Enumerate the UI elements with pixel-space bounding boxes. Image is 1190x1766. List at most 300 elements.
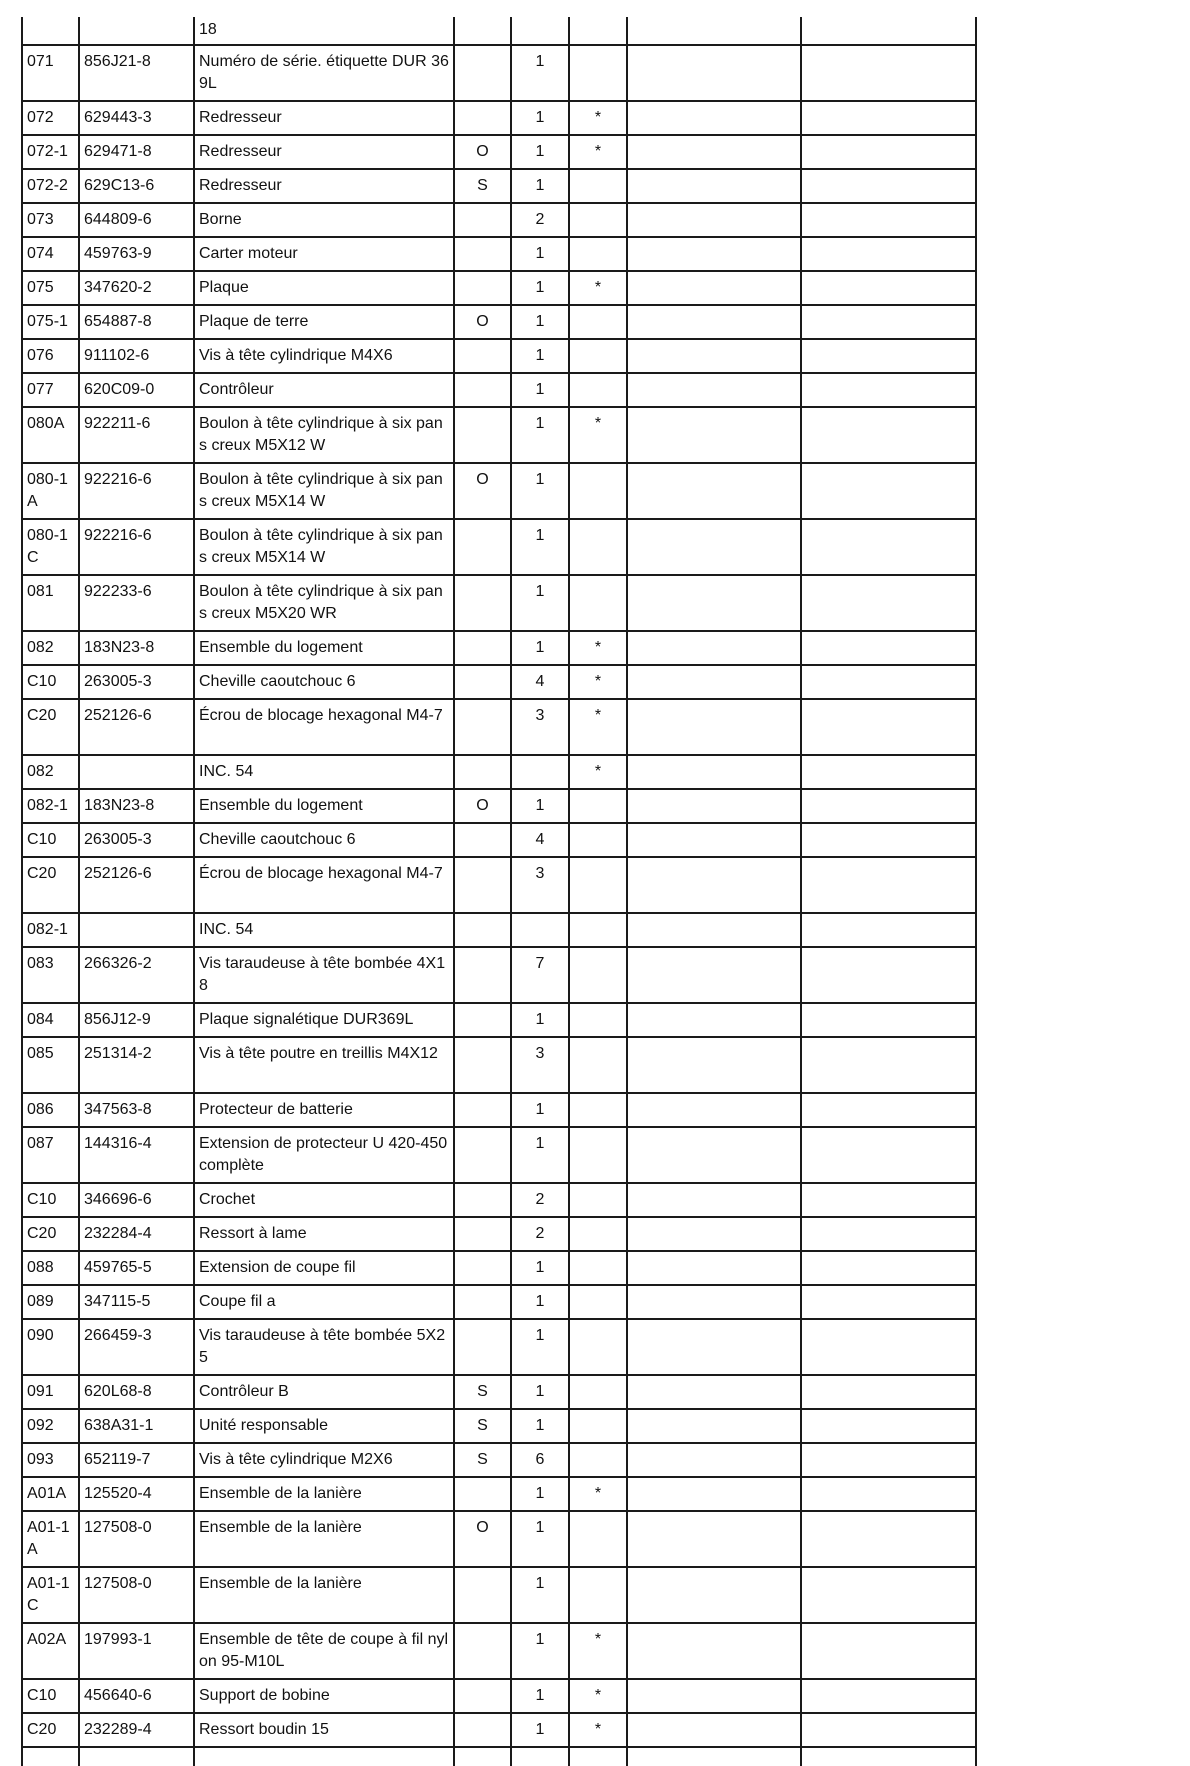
table-row [22,203,976,237]
description-cell: Extension de protecteur U 420-450 complète [194,1127,454,1183]
ref-cell: 077 [22,373,79,407]
blank-cell-1 [627,1679,801,1713]
marker-cell [569,1443,627,1477]
description-cell: Ensemble de la lanière [194,1567,454,1623]
ref-cell: 071 [22,45,79,101]
marker-cell [569,1127,627,1183]
note-cell: O [454,1511,511,1567]
table-row [22,135,976,169]
quantity-cell: 1 [511,373,569,407]
note-cell [454,1285,511,1319]
quantity-cell: 1 [511,631,569,665]
blank-cell-1 [627,45,801,101]
description-cell [194,1747,454,1766]
part-number-cell: 252126-6 [79,857,194,913]
blank-cell-2 [801,665,976,699]
quantity-cell: 1 [511,135,569,169]
ref-cell: 087 [22,1127,79,1183]
part-number-cell: 251314-2 [79,1037,194,1093]
blank-cell-2 [801,463,976,519]
quantity-cell: 1 [511,1285,569,1319]
quantity-cell: 1 [511,1623,569,1679]
note-cell: S [454,169,511,203]
blank-cell-1 [627,17,801,45]
table-row [22,339,976,373]
parts-table-body [22,17,976,1766]
quantity-cell: 1 [511,1375,569,1409]
marker-cell [569,237,627,271]
blank-cell-2 [801,1679,976,1713]
quantity-cell: 7 [511,947,569,1003]
description-cell: Vis taraudeuse à tête bombée 5X25 [194,1319,454,1375]
blank-cell-2 [801,45,976,101]
note-cell: S [454,1375,511,1409]
quantity-cell: 1 [511,1511,569,1567]
quantity-cell: 1 [511,575,569,631]
blank-cell-1 [627,1623,801,1679]
blank-cell-2 [801,913,976,947]
blank-cell-1 [627,1003,801,1037]
blank-cell-2 [801,169,976,203]
description-cell: Carter moteur [194,237,454,271]
blank-cell-1 [627,339,801,373]
part-number-cell: 856J21-8 [79,45,194,101]
note-cell [454,857,511,913]
part-number-cell: 629443-3 [79,101,194,135]
blank-cell-1 [627,1217,801,1251]
table-row [22,1183,976,1217]
note-cell [454,575,511,631]
part-number-cell: 654887-8 [79,305,194,339]
quantity-cell: 1 [511,339,569,373]
marker-cell [569,169,627,203]
ref-cell: 082-1 [22,789,79,823]
blank-cell-2 [801,1375,976,1409]
table-row [22,1443,976,1477]
quantity-cell: 2 [511,1183,569,1217]
description-cell: Crochet [194,1183,454,1217]
table-row [22,665,976,699]
note-cell [454,45,511,101]
blank-cell-2 [801,1183,976,1217]
blank-cell-1 [627,1285,801,1319]
marker-cell [569,1747,627,1766]
marker-cell [569,575,627,631]
quantity-cell: 1 [511,1679,569,1713]
ref-cell: 080A [22,407,79,463]
ref-cell: 092 [22,1409,79,1443]
part-number-cell [79,913,194,947]
table-row [22,463,976,519]
marker-cell [569,1037,627,1093]
marker-cell: * [569,135,627,169]
blank-cell-1 [627,1037,801,1093]
marker-cell [569,203,627,237]
blank-cell-2 [801,1037,976,1093]
blank-cell-1 [627,101,801,135]
part-number-cell: 638A31-1 [79,1409,194,1443]
ref-cell: C20 [22,699,79,755]
description-cell: Ensemble du logement [194,631,454,665]
blank-cell-1 [627,305,801,339]
ref-cell: C10 [22,1183,79,1217]
table-row [22,373,976,407]
description-cell: Support de bobine [194,1679,454,1713]
part-number-cell: 347115-5 [79,1285,194,1319]
part-number-cell [79,755,194,789]
description-cell: Écrou de blocage hexagonal M4-7 [194,857,454,913]
marker-cell [569,1003,627,1037]
marker-cell: * [569,665,627,699]
marker-cell: * [569,755,627,789]
table-row [22,519,976,575]
part-number-cell: 652119-7 [79,1443,194,1477]
note-cell [454,271,511,305]
blank-cell-1 [627,1567,801,1623]
note-cell [454,1567,511,1623]
ref-cell: 075 [22,271,79,305]
table-row [22,1623,976,1679]
blank-cell-2 [801,373,976,407]
blank-cell-1 [627,857,801,913]
description-cell: Plaque de terre [194,305,454,339]
part-number-cell [79,1747,194,1766]
table-row [22,575,976,631]
note-cell [454,203,511,237]
blank-cell-2 [801,305,976,339]
description-cell: Contrôleur [194,373,454,407]
description-cell: Ressort boudin 15 [194,1713,454,1747]
note-cell [454,1713,511,1747]
part-number-cell: 346696-6 [79,1183,194,1217]
ref-cell: 093 [22,1443,79,1477]
blank-cell-2 [801,101,976,135]
ref-cell: 082 [22,755,79,789]
blank-cell-1 [627,463,801,519]
quantity-cell: 1 [511,1251,569,1285]
note-cell [454,1319,511,1375]
blank-cell-1 [627,1747,801,1766]
note-cell [454,1093,511,1127]
note-cell: S [454,1443,511,1477]
blank-cell-1 [627,699,801,755]
ref-cell: C20 [22,1217,79,1251]
marker-cell [569,1285,627,1319]
part-number-cell: 125520-4 [79,1477,194,1511]
table-row [22,1319,976,1375]
ref-cell: A01A [22,1477,79,1511]
quantity-cell: 3 [511,857,569,913]
marker-cell [569,1375,627,1409]
ref-cell: 086 [22,1093,79,1127]
blank-cell-2 [801,237,976,271]
ref-cell: C20 [22,857,79,913]
blank-cell-2 [801,1477,976,1511]
table-row [22,305,976,339]
part-number-cell: 183N23-8 [79,631,194,665]
part-number-cell: 127508-0 [79,1567,194,1623]
table-row [22,1093,976,1127]
ref-cell: 084 [22,1003,79,1037]
part-number-cell: 263005-3 [79,665,194,699]
ref-cell: A01-1C [22,1567,79,1623]
note-cell [454,101,511,135]
ref-cell: 089 [22,1285,79,1319]
blank-cell-1 [627,575,801,631]
blank-cell-2 [801,1319,976,1375]
table-row [22,699,976,755]
blank-cell-2 [801,203,976,237]
quantity-cell: 6 [511,1443,569,1477]
part-number-cell: 232289-4 [79,1713,194,1747]
ref-cell: 080-1C [22,519,79,575]
part-number-cell: 856J12-9 [79,1003,194,1037]
marker-cell [569,913,627,947]
blank-cell-1 [627,519,801,575]
marker-cell [569,947,627,1003]
blank-cell-1 [627,665,801,699]
quantity-cell: 1 [511,1319,569,1375]
marker-cell: * [569,1679,627,1713]
marker-cell [569,789,627,823]
description-cell: Redresseur [194,135,454,169]
description-cell: Vis à tête cylindrique M2X6 [194,1443,454,1477]
description-cell: Cheville caoutchouc 6 [194,823,454,857]
blank-cell-1 [627,1375,801,1409]
ref-cell: 090 [22,1319,79,1375]
description-cell: Vis à tête cylindrique M4X6 [194,339,454,373]
table-row [22,1747,976,1766]
ref-cell: 082-1 [22,913,79,947]
quantity-cell: 2 [511,203,569,237]
marker-cell [569,1511,627,1567]
quantity-cell: 1 [511,271,569,305]
table-row [22,913,976,947]
table-row [22,271,976,305]
quantity-cell: 1 [511,1003,569,1037]
blank-cell-2 [801,1127,976,1183]
table-row [22,1003,976,1037]
table-row [22,1511,976,1567]
blank-cell-1 [627,203,801,237]
blank-cell-2 [801,135,976,169]
table-row [22,1127,976,1183]
note-cell [454,1217,511,1251]
description-cell: Boulon à tête cylindrique à six pans creux M5X14 W [194,463,454,519]
description-cell: Ensemble de la lanière [194,1477,454,1511]
ref-cell: 075-1 [22,305,79,339]
part-number-cell [79,17,194,45]
note-cell [454,1477,511,1511]
ref-cell: 088 [22,1251,79,1285]
blank-cell-2 [801,1285,976,1319]
quantity-cell [511,17,569,45]
note-cell [454,237,511,271]
quantity-cell: 2 [511,1217,569,1251]
blank-cell-1 [627,1319,801,1375]
part-number-cell: 620C09-0 [79,373,194,407]
blank-cell-1 [627,169,801,203]
table-row [22,1477,976,1511]
description-cell: Unité responsable [194,1409,454,1443]
ref-cell [22,17,79,45]
blank-cell-2 [801,947,976,1003]
part-number-cell: 922216-6 [79,519,194,575]
description-cell: Écrou de blocage hexagonal M4-7 [194,699,454,755]
blank-cell-2 [801,575,976,631]
marker-cell: * [569,1713,627,1747]
part-number-cell: 629C13-6 [79,169,194,203]
description-cell: Boulon à tête cylindrique à six pans creux M5X12 W [194,407,454,463]
blank-cell-1 [627,1093,801,1127]
description-cell: Protecteur de batterie [194,1093,454,1127]
quantity-cell: 1 [511,101,569,135]
marker-cell: * [569,631,627,665]
description-cell: Plaque [194,271,454,305]
blank-cell-2 [801,699,976,755]
table-row [22,1409,976,1443]
quantity-cell [511,755,569,789]
marker-cell [569,1567,627,1623]
description-cell: Borne [194,203,454,237]
marker-cell [569,823,627,857]
quantity-cell: 1 [511,519,569,575]
ref-cell: C10 [22,665,79,699]
table-row [22,237,976,271]
blank-cell-1 [627,407,801,463]
ref-cell: 072-2 [22,169,79,203]
ref-cell: A01-1A [22,1511,79,1567]
blank-cell-2 [801,1567,976,1623]
blank-cell-1 [627,1511,801,1567]
blank-cell-1 [627,947,801,1003]
description-cell: Contrôleur B [194,1375,454,1409]
ref-cell: 091 [22,1375,79,1409]
blank-cell-1 [627,755,801,789]
marker-cell: * [569,699,627,755]
quantity-cell: 1 [511,1713,569,1747]
blank-cell-2 [801,407,976,463]
blank-cell-1 [627,1713,801,1747]
quantity-cell: 1 [511,1567,569,1623]
quantity-cell: 1 [511,789,569,823]
table-row [22,1037,976,1093]
part-number-cell: 232284-4 [79,1217,194,1251]
table-row [22,1217,976,1251]
marker-cell [569,519,627,575]
ref-cell: C10 [22,823,79,857]
marker-cell: * [569,101,627,135]
table-row [22,1567,976,1623]
blank-cell-1 [627,373,801,407]
table-row [22,947,976,1003]
description-cell: 18 [194,17,454,45]
blank-cell-1 [627,1127,801,1183]
parts-list-table [21,17,977,1766]
description-cell: Vis taraudeuse à tête bombée 4X18 [194,947,454,1003]
part-number-cell: 922216-6 [79,463,194,519]
quantity-cell: 3 [511,1037,569,1093]
part-number-cell: 922233-6 [79,575,194,631]
description-cell: INC. 54 [194,913,454,947]
table-row [22,1679,976,1713]
marker-cell [569,1093,627,1127]
table-row [22,169,976,203]
marker-cell [569,1319,627,1375]
note-cell [454,913,511,947]
marker-cell [569,17,627,45]
part-number-cell: 347563-8 [79,1093,194,1127]
quantity-cell [511,1747,569,1766]
table-row [22,857,976,913]
ref-cell: 082 [22,631,79,665]
description-cell: Coupe fil a [194,1285,454,1319]
description-cell: Boulon à tête cylindrique à six pans creux M5X14 W [194,519,454,575]
blank-cell-1 [627,823,801,857]
note-cell [454,1183,511,1217]
blank-cell-2 [801,17,976,45]
description-cell: Plaque signalétique DUR369L [194,1003,454,1037]
ref-cell: 072 [22,101,79,135]
description-cell: Extension de coupe fil [194,1251,454,1285]
ref-cell: C10 [22,1679,79,1713]
marker-cell [569,1217,627,1251]
table-row [22,1251,976,1285]
note-cell [454,665,511,699]
description-cell: Redresseur [194,101,454,135]
part-number-cell: 197993-1 [79,1623,194,1679]
note-cell [454,339,511,373]
part-number-cell: 911102-6 [79,339,194,373]
quantity-cell: 4 [511,823,569,857]
marker-cell [569,305,627,339]
quantity-cell: 4 [511,665,569,699]
blank-cell-2 [801,857,976,913]
ref-cell [22,1747,79,1766]
description-cell: Ensemble du logement [194,789,454,823]
description-cell: INC. 54 [194,755,454,789]
blank-cell-2 [801,1251,976,1285]
marker-cell: * [569,1477,627,1511]
table-row [22,17,976,45]
note-cell [454,373,511,407]
ref-cell: 073 [22,203,79,237]
note-cell [454,1127,511,1183]
table-row [22,101,976,135]
blank-cell-2 [801,1713,976,1747]
description-cell: Cheville caoutchouc 6 [194,665,454,699]
description-cell: Boulon à tête cylindrique à six pans creux M5X20 WR [194,575,454,631]
blank-cell-2 [801,271,976,305]
part-number-cell: 266459-3 [79,1319,194,1375]
blank-cell-2 [801,1093,976,1127]
note-cell [454,823,511,857]
part-number-cell: 144316-4 [79,1127,194,1183]
blank-cell-2 [801,1443,976,1477]
blank-cell-1 [627,1183,801,1217]
table-row [22,45,976,101]
blank-cell-2 [801,1409,976,1443]
note-cell [454,1251,511,1285]
blank-cell-2 [801,519,976,575]
table-row [22,823,976,857]
part-number-cell: 266326-2 [79,947,194,1003]
part-number-cell: 620L68-8 [79,1375,194,1409]
blank-cell-1 [627,271,801,305]
blank-cell-2 [801,755,976,789]
blank-cell-1 [627,1409,801,1443]
note-cell: S [454,1409,511,1443]
